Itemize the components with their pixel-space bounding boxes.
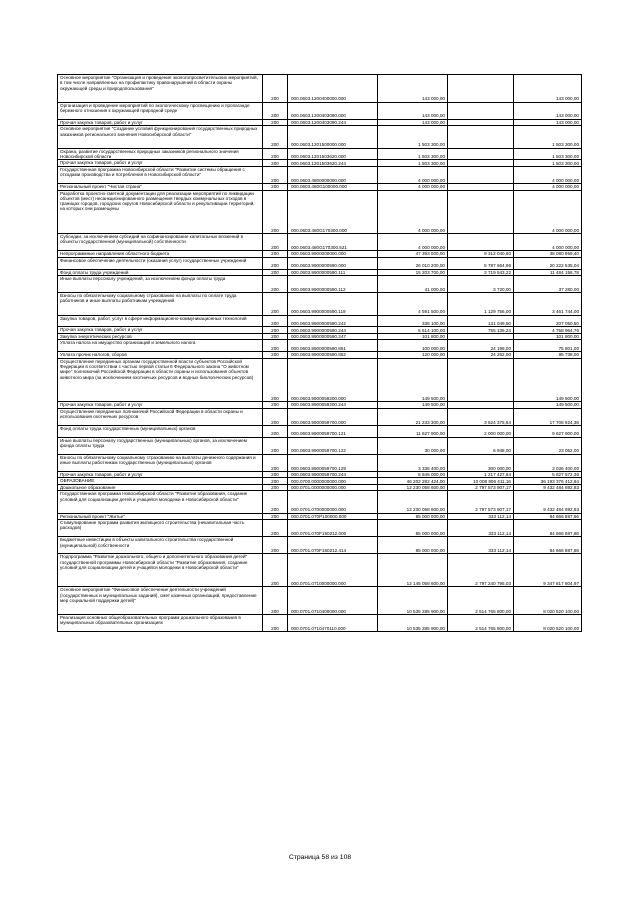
row-ved-code: 200 — [263, 102, 288, 119]
row-budget-code: 000.0701.0710470110.000 — [288, 615, 378, 632]
row-name: Закупка энергетических ресурсов — [58, 333, 263, 340]
row-remaining-amount: 84 666 887,86 — [514, 537, 582, 554]
row-executed-amount: 2 797 573 907,17 — [448, 484, 514, 491]
row-name: Прочая закупка товаров, работ и услуг — [58, 327, 263, 334]
row-name: Прочая закупка товаров, работ и услуг — [58, 471, 263, 478]
row-ved-code: 200 — [263, 126, 288, 148]
row-remaining-amount: 38 080 959,40 — [514, 251, 582, 258]
row-remaining-amount: 36 193 376 412,84 — [514, 478, 582, 485]
row-remaining-amount: 4 000 000,00 — [514, 184, 582, 191]
row-executed-amount: 9 312 040,60 — [448, 251, 514, 258]
table-row — [58, 537, 582, 554]
table-row — [58, 234, 582, 251]
row-ved-code: 200 — [263, 402, 288, 409]
row-remaining-amount: 9 347 817 804,97 — [514, 554, 582, 587]
row-budget-code: 000.0701.0710400000.000 — [288, 587, 378, 615]
row-budget-code: 000.0603.9900059700.129 — [288, 454, 378, 471]
row-executed-amount — [448, 126, 514, 148]
row-approved-amount: 21 233 300,00 — [378, 408, 448, 425]
row-budget-code: 000.0603.9900000590.119 — [288, 293, 378, 315]
row-ved-code: 200 — [263, 358, 288, 402]
table-row — [58, 471, 582, 478]
row-ved-code: 200 — [263, 75, 288, 103]
row-remaining-amount: 143 000,00 — [514, 102, 582, 119]
row-approved-amount: 149 500,00 — [378, 358, 448, 402]
row-budget-code: 000.0701.070P100000.000 — [288, 513, 378, 520]
row-executed-amount: 755 135,24 — [448, 327, 514, 334]
row-budget-code: 000.0603.4800000000.000 — [288, 166, 378, 183]
row-executed-amount — [448, 234, 514, 251]
row-budget-code: 000.0701.0000000000.000 — [288, 484, 378, 491]
row-budget-code: 000.0701.0710000000.000 — [288, 554, 378, 587]
row-ved-code: 200 — [263, 315, 288, 327]
row-ved-code: 200 — [263, 293, 288, 315]
row-remaining-amount: 4 758 964,76 — [514, 327, 582, 334]
row-approved-amount: 1 503 300,00 — [378, 148, 448, 160]
table-row — [58, 340, 582, 352]
budget-table-body — [58, 75, 582, 632]
row-executed-amount — [448, 75, 514, 103]
row-ved-code: 200 — [263, 352, 288, 359]
row-remaining-amount: 37 280,00 — [514, 276, 582, 293]
row-executed-amount: 2 514 765 800,00 — [448, 615, 514, 632]
row-executed-amount: 333 112,14 — [448, 537, 514, 554]
row-name: Уплата прочих налогов, сборов — [58, 352, 263, 359]
row-name: Прочая закупка товаров, работ и услуг — [58, 402, 263, 409]
row-ved-code: 200 — [263, 119, 288, 126]
row-budget-code: 000.0603.480G100000.000 — [288, 184, 378, 191]
row-name: Подпрограмма "Развитие дошкольного, общего и дополнительного образования детей" государственной программы Новосибирской области "Развитие образования, создание условий для социализации детей и учащейся молодежи в Новосибирской области" — [58, 554, 263, 587]
row-name: Осуществление переданных органам государственной власти субъектов Российской Федерации в соответствии с частью первой статьи 6 Федерального закона "О животном мире" полномочий Российской Федерации в области охраны и использования объектов животного мира (за исключением охотничьих ресурсов и водных биологических ресурсов) — [58, 358, 263, 402]
row-ved-code: 200 — [263, 615, 288, 632]
row-approved-amount: 10 535 285 900,00 — [378, 587, 448, 615]
row-budget-code: 000.0603.480G170300.000 — [288, 190, 378, 234]
row-budget-code: 000.0603.9900059700.122 — [288, 437, 378, 454]
row-approved-amount: 1 503 300,00 — [378, 160, 448, 167]
row-budget-code: 000.0603.9900000590.247 — [288, 333, 378, 340]
row-ved-code: 200 — [263, 333, 288, 340]
row-approved-amount: 3 336 400,00 — [378, 454, 448, 471]
row-remaining-amount: 4 000 000,00 — [514, 190, 582, 234]
row-approved-amount: 6 845 000,00 — [378, 471, 448, 478]
table-row — [58, 257, 582, 269]
row-remaining-amount: 17 708 924,36 — [514, 408, 582, 425]
row-ved-code: 200 — [263, 190, 288, 234]
row-executed-amount: 3 720,00 — [448, 276, 514, 293]
row-ved-code: 200 — [263, 554, 288, 587]
row-ved-code: 200 — [263, 471, 288, 478]
table-row — [58, 358, 582, 402]
row-budget-code: 000.0603.9900000590.111 — [288, 269, 378, 276]
row-name: Прочая закупка товаров, работ и услуг — [58, 119, 263, 126]
row-budget-code: 000.0603.1200403090.244 — [288, 119, 378, 126]
row-executed-amount: 1 129 756,00 — [448, 293, 514, 315]
row-name: Фонд оплаты труда государственных (муниципальных) органов — [58, 425, 263, 437]
row-name: Бюджетные инвестиции в объекты капитального строительства государственной (муниципальной) собственности — [58, 537, 263, 554]
row-approved-amount: 85 000 000,00 — [378, 513, 448, 520]
row-approved-amount: 149 500,00 — [378, 402, 448, 409]
row-ved-code: 200 — [263, 513, 288, 520]
row-remaining-amount: 84 666 887,86 — [514, 513, 582, 520]
row-approved-amount: 4 000 000,00 — [378, 190, 448, 234]
row-remaining-amount: 95 738,00 — [514, 352, 582, 359]
row-remaining-amount: 8 020 520 100,00 — [514, 615, 582, 632]
row-approved-amount: 46 202 282 424,00 — [378, 478, 448, 485]
row-ved-code: 200 — [263, 484, 288, 491]
row-name: Финансовое обеспечение деятельности (оказания услуг) государственных учреждений — [58, 257, 263, 269]
row-budget-code: 000.0603.9900059700.000 — [288, 408, 378, 425]
row-budget-code: 000.0603.9900000590.244 — [288, 327, 378, 334]
table-row — [58, 276, 582, 293]
row-approved-amount: 47 393 000,00 — [378, 251, 448, 258]
row-remaining-amount: 9 627 900,00 — [514, 425, 582, 437]
table-row — [58, 126, 582, 148]
row-ved-code: 200 — [263, 234, 288, 251]
row-name: Осуществление переданных полномочий Российской Федерации в области охраны и использования охотничьих ресурсов — [58, 408, 263, 425]
row-remaining-amount: 143 000,00 — [514, 75, 582, 103]
budget-table — [57, 74, 582, 632]
row-remaining-amount: 5 627 572,36 — [514, 471, 582, 478]
row-executed-amount — [448, 166, 514, 183]
row-executed-amount: 24 262,00 — [448, 352, 514, 359]
row-executed-amount: 2 797 573 907,17 — [448, 491, 514, 513]
row-name: Взносы по обязательному социальному страхованию на выплаты денежного содержания и иные выплаты работникам государственных (муниципальных) органов — [58, 454, 263, 471]
table-row — [58, 554, 582, 587]
table-row — [58, 166, 582, 183]
row-ved-code: 200 — [263, 340, 288, 352]
row-approved-amount: 30 000,00 — [378, 437, 448, 454]
row-executed-amount — [448, 358, 514, 402]
page-footer: Страница 58 из 108 — [288, 854, 352, 861]
row-remaining-amount: 4 000 000,00 — [514, 166, 582, 183]
row-name: Региональный проект "Чистая страна" — [58, 184, 263, 191]
row-ved-code: 200 — [263, 520, 288, 537]
row-approved-amount: 10 535 285 900,00 — [378, 615, 448, 632]
row-budget-code: 000.0603.9900059200.000 — [288, 358, 378, 402]
row-name: Прочая закупка товаров, работ и услуг — [58, 160, 263, 167]
row-name: Охрана, развитие государственных природных заказников регионального значения Новосибирской области — [58, 148, 263, 160]
row-budget-code: 000.0603.9900059200.244 — [288, 402, 378, 409]
table-row — [58, 587, 582, 615]
row-ved-code: 200 — [263, 454, 288, 471]
row-remaining-amount: 207 050,50 — [514, 315, 582, 327]
table-row — [58, 425, 582, 437]
table-row — [58, 615, 582, 632]
row-remaining-amount: 143 000,00 — [514, 119, 582, 126]
row-remaining-amount: 9 432 484 692,83 — [514, 491, 582, 513]
row-budget-code: 000.0701.070F150212.414 — [288, 537, 378, 554]
row-approved-amount: 143 000,00 — [378, 75, 448, 103]
row-name: Государственная программа Новосибирской области "Развитие образования, создание условий для социализации детей и учащейся молодежи в Новосибирской области" — [58, 491, 263, 513]
row-budget-code: 000.0603.1200400000.000 — [288, 75, 378, 103]
row-name: Государственная программа Новосибирской области "Развитие системы обращения с отходами производства и потребления в Новосибирской области" — [58, 166, 263, 183]
row-executed-amount: 333 112,14 — [448, 513, 514, 520]
row-approved-amount: 4 000 000,00 — [378, 166, 448, 183]
row-approved-amount: 120 000,00 — [378, 352, 448, 359]
row-executed-amount: 2 514 765 800,00 — [448, 587, 514, 615]
row-approved-amount: 12 145 058 600,00 — [378, 554, 448, 587]
row-approved-amount: 41 000,00 — [378, 276, 448, 293]
row-budget-code: 000.0603.9900059700.244 — [288, 471, 378, 478]
row-name: Иные выплаты персоналу учреждений, за исключением фонда оплаты труда — [58, 276, 263, 293]
row-budget-code: 000.0603.1201500000.000 — [288, 126, 378, 148]
row-remaining-amount: 149 500,00 — [514, 402, 582, 409]
row-ved-code: 200 — [263, 257, 288, 269]
row-budget-code: 000.0700.0000000000.000 — [288, 478, 378, 485]
row-approved-amount: 11 627 900,00 — [378, 425, 448, 437]
row-ved-code: 200 — [263, 587, 288, 615]
row-ved-code: 200 — [263, 478, 288, 485]
row-remaining-amount: 20 222 535,04 — [514, 257, 582, 269]
row-name: Основное мероприятие "Создание условий функционирования государственных природных заказников регионального значения Новосибирской области" — [58, 126, 263, 148]
row-ved-code: 200 — [263, 425, 288, 437]
row-budget-code: 000.0603.9900059700.121 — [288, 425, 378, 437]
row-remaining-amount: 4 000 000,00 — [514, 234, 582, 251]
row-remaining-amount: 84 666 887,86 — [514, 520, 582, 537]
row-remaining-amount: 149 500,00 — [514, 358, 582, 402]
row-approved-amount: 143 000,00 — [378, 102, 448, 119]
row-executed-amount: 3 719 543,22 — [448, 269, 514, 276]
row-remaining-amount: 9 432 484 692,83 — [514, 484, 582, 491]
row-approved-amount: 4 000 000,00 — [378, 234, 448, 251]
row-budget-code: 000.0603.9900000590.242 — [288, 315, 378, 327]
row-approved-amount: 4 591 500,00 — [378, 293, 448, 315]
table-row — [58, 408, 582, 425]
table-row — [58, 437, 582, 454]
row-budget-code: 000.0603.1200403090.000 — [288, 102, 378, 119]
row-approved-amount: 12 230 058 600,00 — [378, 491, 448, 513]
row-name: Непрограммные направления областного бюджета — [58, 251, 263, 258]
row-ved-code: 200 — [263, 491, 288, 513]
row-budget-code: 000.0603.9900000590.000 — [288, 257, 378, 269]
row-name: Региональный проект "Житье" — [58, 513, 263, 520]
row-name: Уплата налога на имущество организаций и земельного налога — [58, 340, 263, 352]
row-approved-amount: 4 000 000,00 — [378, 184, 448, 191]
row-remaining-amount: 11 484 156,78 — [514, 269, 582, 276]
row-name: Реализация основных общеобразовательных программ дошкольного образования в муниципальных образовательных организациях — [58, 615, 263, 632]
row-executed-amount — [448, 148, 514, 160]
row-budget-code: 000.0603.9900000590.851 — [288, 340, 378, 352]
row-executed-amount — [448, 190, 514, 234]
row-budget-code: 000.0603.1201503620.000 — [288, 148, 378, 160]
row-ved-code: 200 — [263, 408, 288, 425]
row-name: Закупка товаров, работ, услуг в сфере информационно-коммуникационных технологий — [58, 315, 263, 327]
row-budget-code: 000.0603.9900000590.112 — [288, 276, 378, 293]
row-executed-amount: 6 948,00 — [448, 437, 514, 454]
row-executed-amount: 2 000 000,00 — [448, 425, 514, 437]
row-executed-amount: 10 008 906 411,16 — [448, 478, 514, 485]
row-approved-amount: 26 010 200,00 — [378, 257, 448, 269]
row-remaining-amount: 1 503 300,00 — [514, 148, 582, 160]
row-executed-amount: 5 787 664,96 — [448, 257, 514, 269]
row-ved-code: 200 — [263, 269, 288, 276]
row-name: Фонд оплаты труда учреждений — [58, 269, 263, 276]
row-ved-code: 200 — [263, 537, 288, 554]
row-approved-amount: 143 000,00 — [378, 119, 448, 126]
row-budget-code: 000.0701.0700000000.000 — [288, 491, 378, 513]
table-row — [58, 293, 582, 315]
row-ved-code: 200 — [263, 166, 288, 183]
table-row — [58, 315, 582, 327]
row-name: ОБРАЗОВАНИЕ — [58, 478, 263, 485]
row-approved-amount: 5 514 100,00 — [378, 327, 448, 334]
row-approved-amount: 101 800,00 — [378, 333, 448, 340]
row-executed-amount: 333 112,14 — [448, 520, 514, 537]
row-budget-code: 000.0603.9900000000.000 — [288, 251, 378, 258]
row-ved-code: 200 — [263, 251, 288, 258]
row-remaining-amount: 23 052,00 — [514, 437, 582, 454]
row-remaining-amount: 75 801,00 — [514, 340, 582, 352]
row-remaining-amount: 1 503 300,00 — [514, 126, 582, 148]
row-name: Взносы по обязательному социальному страхованию на выплаты по оплате труда работников и иные выплаты работникам учреждений — [58, 293, 263, 315]
table-row — [58, 491, 582, 513]
table-row — [58, 454, 582, 471]
row-ved-code: 200 — [263, 160, 288, 167]
row-executed-amount: 2 797 240 795,03 — [448, 554, 514, 587]
row-name: Организация и проведение мероприятий по экологическому просвещению и пропаганде бережного отношения к окружающей природной среде — [58, 102, 263, 119]
row-executed-amount: 3 524 375,64 — [448, 408, 514, 425]
table-row — [58, 251, 582, 258]
row-remaining-amount: 8 020 520 100,00 — [514, 587, 582, 615]
row-remaining-amount: 3 036 400,00 — [514, 454, 582, 471]
row-name: Иные выплаты персоналу государственных (муниципальных) органов, за исключением фонда оплаты труда — [58, 437, 263, 454]
table-row — [58, 520, 582, 537]
row-remaining-amount: 3 461 744,00 — [514, 293, 582, 315]
row-executed-amount: 300 000,00 — [448, 454, 514, 471]
table-row — [58, 102, 582, 119]
row-budget-code: 000.0603.9900000590.852 — [288, 352, 378, 359]
row-approved-amount: 1 503 300,00 — [378, 126, 448, 148]
row-executed-amount: 24 199,00 — [448, 340, 514, 352]
row-executed-amount: 1 217 427,64 — [448, 471, 514, 478]
row-name: Субсидии, за исключением субсидий на софинансирование капитальных вложений в объекты государственной (муниципальной) собственности — [58, 234, 263, 251]
row-ved-code: 200 — [263, 437, 288, 454]
row-budget-code: 000.0701.070F150212.000 — [288, 520, 378, 537]
row-name: Стимулирование программ развития жилищного строительства (некапитальная часть расходов) — [58, 520, 263, 537]
row-ved-code: 200 — [263, 327, 288, 334]
row-approved-amount: 338 100,00 — [378, 315, 448, 327]
row-approved-amount: 15 203 700,00 — [378, 269, 448, 276]
row-name: Разработка проектно-сметной документации для реализации мероприятий по ликвидации объектов (мест) несанкционированного размещения твердых коммунальных отходов в границах городов, городских округов Новосибирской области и рекультивации территорий, на которых они размещены — [58, 190, 263, 234]
row-budget-code: 000.0603.480G170300.521 — [288, 234, 378, 251]
table-row — [58, 190, 582, 234]
row-executed-amount: 131 049,50 — [448, 315, 514, 327]
row-approved-amount: 85 000 000,00 — [378, 520, 448, 537]
row-name: Основное мероприятие "Организация и проведение экологопросветительских мероприятий, в том числе направленных на профилактику правонарушений в области охраны окружающей среды и природопользования" — [58, 75, 263, 103]
table-row — [58, 148, 582, 160]
row-ved-code: 200 — [263, 148, 288, 160]
row-name: Основное мероприятие "Финансовое обеспечение деятельности учреждений (государственных и муниципальных заданий), смет казенных организаций, предоставление мер социальной поддержки детей)" — [58, 587, 263, 615]
table-row — [58, 327, 582, 334]
row-ved-code: 200 — [263, 184, 288, 191]
row-approved-amount: 100 000,00 — [378, 340, 448, 352]
row-ved-code: 200 — [263, 276, 288, 293]
row-remaining-amount: 101 800,00 — [514, 333, 582, 340]
row-approved-amount: 85 000 000,00 — [378, 537, 448, 554]
row-budget-code: 000.0603.1201503620.244 — [288, 160, 378, 167]
row-name: Дошкольное образование — [58, 484, 263, 491]
row-approved-amount: 12 230 058 600,00 — [378, 484, 448, 491]
row-remaining-amount: 1 503 300,00 — [514, 160, 582, 167]
row-executed-amount — [448, 102, 514, 119]
table-row — [58, 75, 582, 103]
